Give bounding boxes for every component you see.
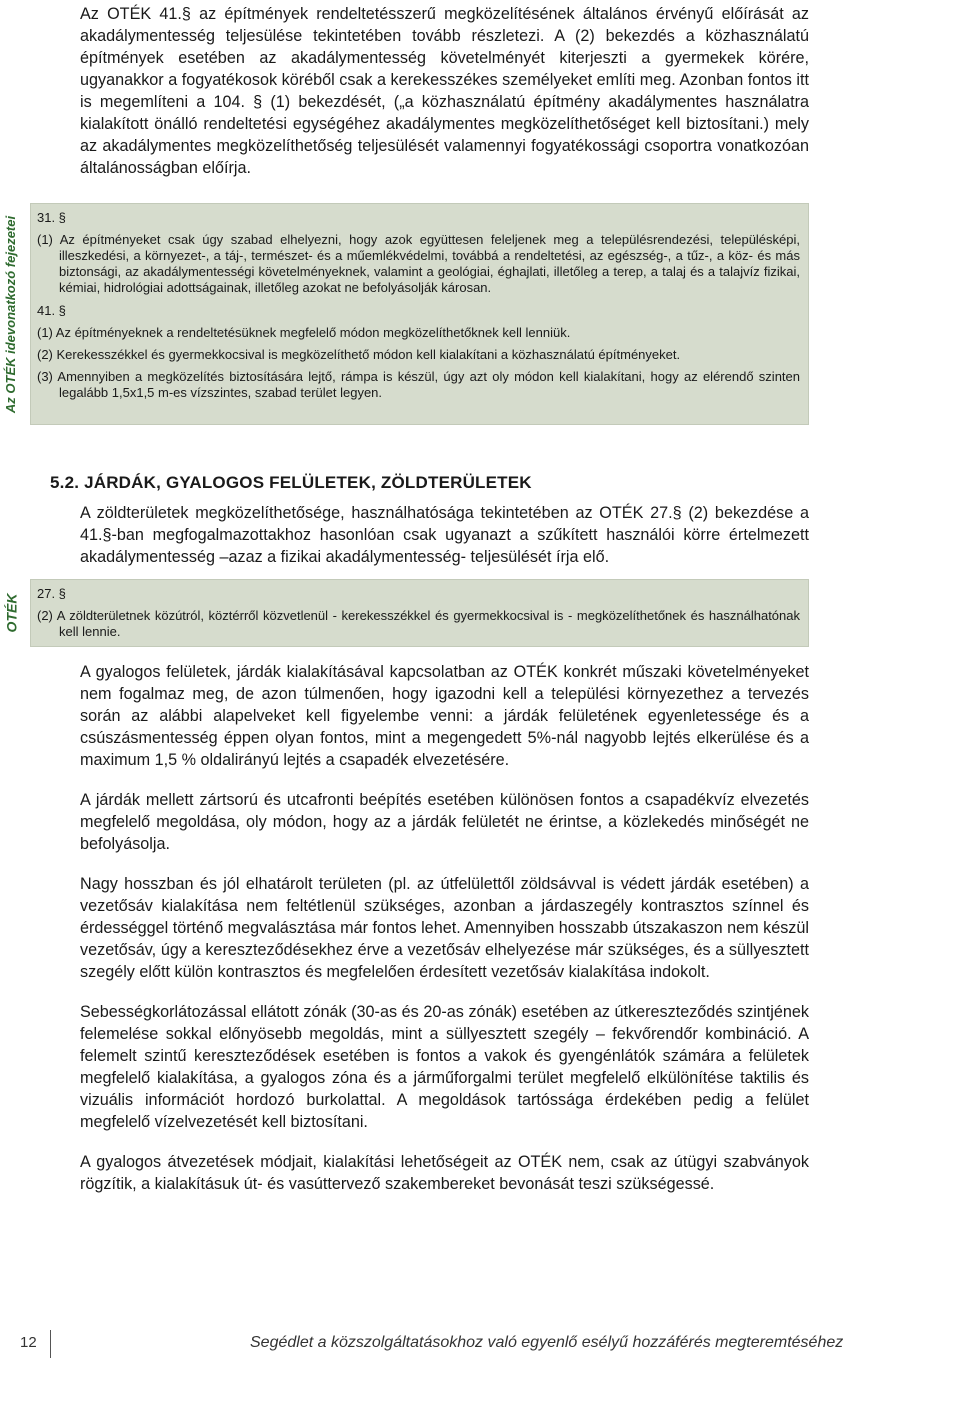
side-tab-otek-chapters <box>0 203 22 425</box>
body-paragraph: Nagy hosszban és jól elhatárolt területen (pl. az útfelülettől zöldsávval is védett járdák esetében) a vezetősáv kialakítása nem feltétlenül szükséges, azonban a járdaszegély kontrasztos színnel és érdességgel történő megvalásztása már fontos lehet. Amennyiben hosszabb útszakaszon nem készül vezetősáv, úgy a kereszteződésekhez érve a vezetősáv elhelyezése már szükséges, és a süllyesztett szegély előtt külön kontrasztos és megfelelően érdesített vezetősáv kialakítása indokolt. <box>80 875 809 981</box>
section-heading: 5.2. JÁRDÁK, GYALOGOS FELÜLETEK, ZÖLDTERÜLETEK <box>50 473 532 492</box>
section-intro-paragraph: A zöldterületek megközelíthetősége, használhatósága tekintetében az OTÉK 27.§ (2) bekezdése a 41.§-ban megfogalmazottakhoz hasonlóan csak ugyanazt a szűkített használói körre értelmezett akadálymentesség –azaz a fizikai akadálymentesség- teljesülését írja elő. <box>80 504 809 566</box>
legal-paragraph: (3) Amennyiben a megközelítés biztosítására lejtő, rámpa is készül, úgy azt oly módon kell kialakítani, hogy az elérendő szinten legalább 1,5x1,5 m-es vízszintes, szabad terület legyen. <box>37 369 800 400</box>
legal-paragraph: (1) Az építményeket csak úgy szabad elhelyezni, hogy azok együttesen feleljenek meg a településrendezési, településképi, illeszkedési, a környezet-, a táj-, természet- és a műemlékvédelmi, továbbá a rendeltetési, az egészség-, a tűz-, a köz- és más biztonsági, az akadálymentességi követelményeknek, valamint a geológiai, éghajlati, illetőleg a terep, a talaj és a talajvíz fizikai, kémiai, hidrológiai adottságainak, illetőleg azokat ne befolyásolják károsan. <box>37 232 800 295</box>
legal-paragraph: (1) Az építményeknek a rendeltetésüknek megfelelő módon megközelíthetőknek kell lenniük. <box>37 325 571 340</box>
section-number: 27. § <box>37 586 66 601</box>
body-paragraph: Sebességkorlátozással ellátott zónák (30-as és 20-as zónák) esetében az útkereszteződés szintjének felemelése sokkal előnyösebb megoldás, mint a süllyesztett szegély – fekvőrendőr kombináció. A felemelt szintű kereszteződések esetében is fontos a vakok és gyengénlátók számára a felületek megfelelő kialakítása, a gyalogos zóna és a járműforgalmi terület megfelelő elkülönítése taktilis és vizuális információt hordozó burkolattal. A megoldások tartóssága érdekében pedig a felület megfelelő vízelvezetését kell biztosítani. <box>80 1003 809 1131</box>
footer-divider <box>50 1330 51 1358</box>
side-tab-label: Az OTÉK idevonatkozó fejezetei <box>3 215 19 413</box>
side-tab-otek <box>0 579 22 647</box>
body-paragraph: A járdák mellett zártsorú és utcafronti beépítés esetében különösen fontos a csapadékvíz elvezetés megfelelő megoldása, oly módon, hogy az a járdák felületét ne érintse, a közlekedés minőségét ne befolyásolja. <box>80 791 809 853</box>
footer-title: Segédlet a közszolgáltatásokhoz való egyenlő esélyű hozzáférés megteremtéséhez <box>250 1334 844 1351</box>
section-number: 31. § <box>37 210 66 225</box>
legal-paragraph: (2) Kerekesszékkel és gyermekkocsival is megközelíthető módon kell kialakítani a közhasználatú építményeket. <box>37 347 681 362</box>
intro-paragraph: Az OTÉK 41.§ az építmények rendeltetésszerű megközelítésének általános érvényű előírását az akadálymentesség teljesülése tekintetében tovább részletezi. A (2) bekezdés a közhasználatú építmények esetében az akadálymentesség követelményét kiterjeszti a gyermekek körére, ugyanakkor a fogyatékosok köréből csak a kerekesszékes személyeket említi meg. Azonban fontos itt is megemlíteni a 104. § (1) bekezdését, („a közhasználatú építmény akadálymentes használatra kialakított önálló rendeltetési egységéhez akadálymentes megközelíthetőséget kell biztosítani.) mely az akadálymentes megközelíthetőség teljesülését valamennyi fogyatékossági csoportra vonatkozóan általánosságban előírja. <box>80 5 809 177</box>
body-paragraph: A gyalogos átvezetések módjait, kialakítási lehetőségeit az OTÉK nem, csak az útügyi szabványok rögzítik, a kialakításuk út- és vasúttervező szakembereket bevonását teszi szükségessé. <box>80 1153 809 1193</box>
side-tab-label: OTÉK <box>3 593 20 633</box>
page-number: 12 <box>20 1334 37 1351</box>
legal-paragraph: (2) A zöldterületnek közútról, köztérről közvetlenül - kerekesszékkel és gyermekkocsival is - megközelíthetőnek és használhatónak kell lennie. <box>37 608 800 639</box>
legal-quote-box <box>30 579 809 647</box>
section-number: 41. § <box>37 303 66 318</box>
body-paragraph: A gyalogos felületek, járdák kialakításával kapcsolatban az OTÉK konkrét műszaki követelményeket nem fogalmaz meg, de azon túlmenően, hogy igazodni kell a települési környezethez a tervezés során az alábbi alapelveket kell figyelembe venni: a járdák felületének egyenletessége és a csúszásmentesség éppen olyan fontos, mint a megengedett 5%-nál nagyobb lejtés elkerülése és a maximum 1,5 % oldalirányú lejtés a csapadék elvezetésére. <box>80 663 809 769</box>
legal-quote-box <box>30 203 809 425</box>
main-text <box>80 661 809 1213</box>
